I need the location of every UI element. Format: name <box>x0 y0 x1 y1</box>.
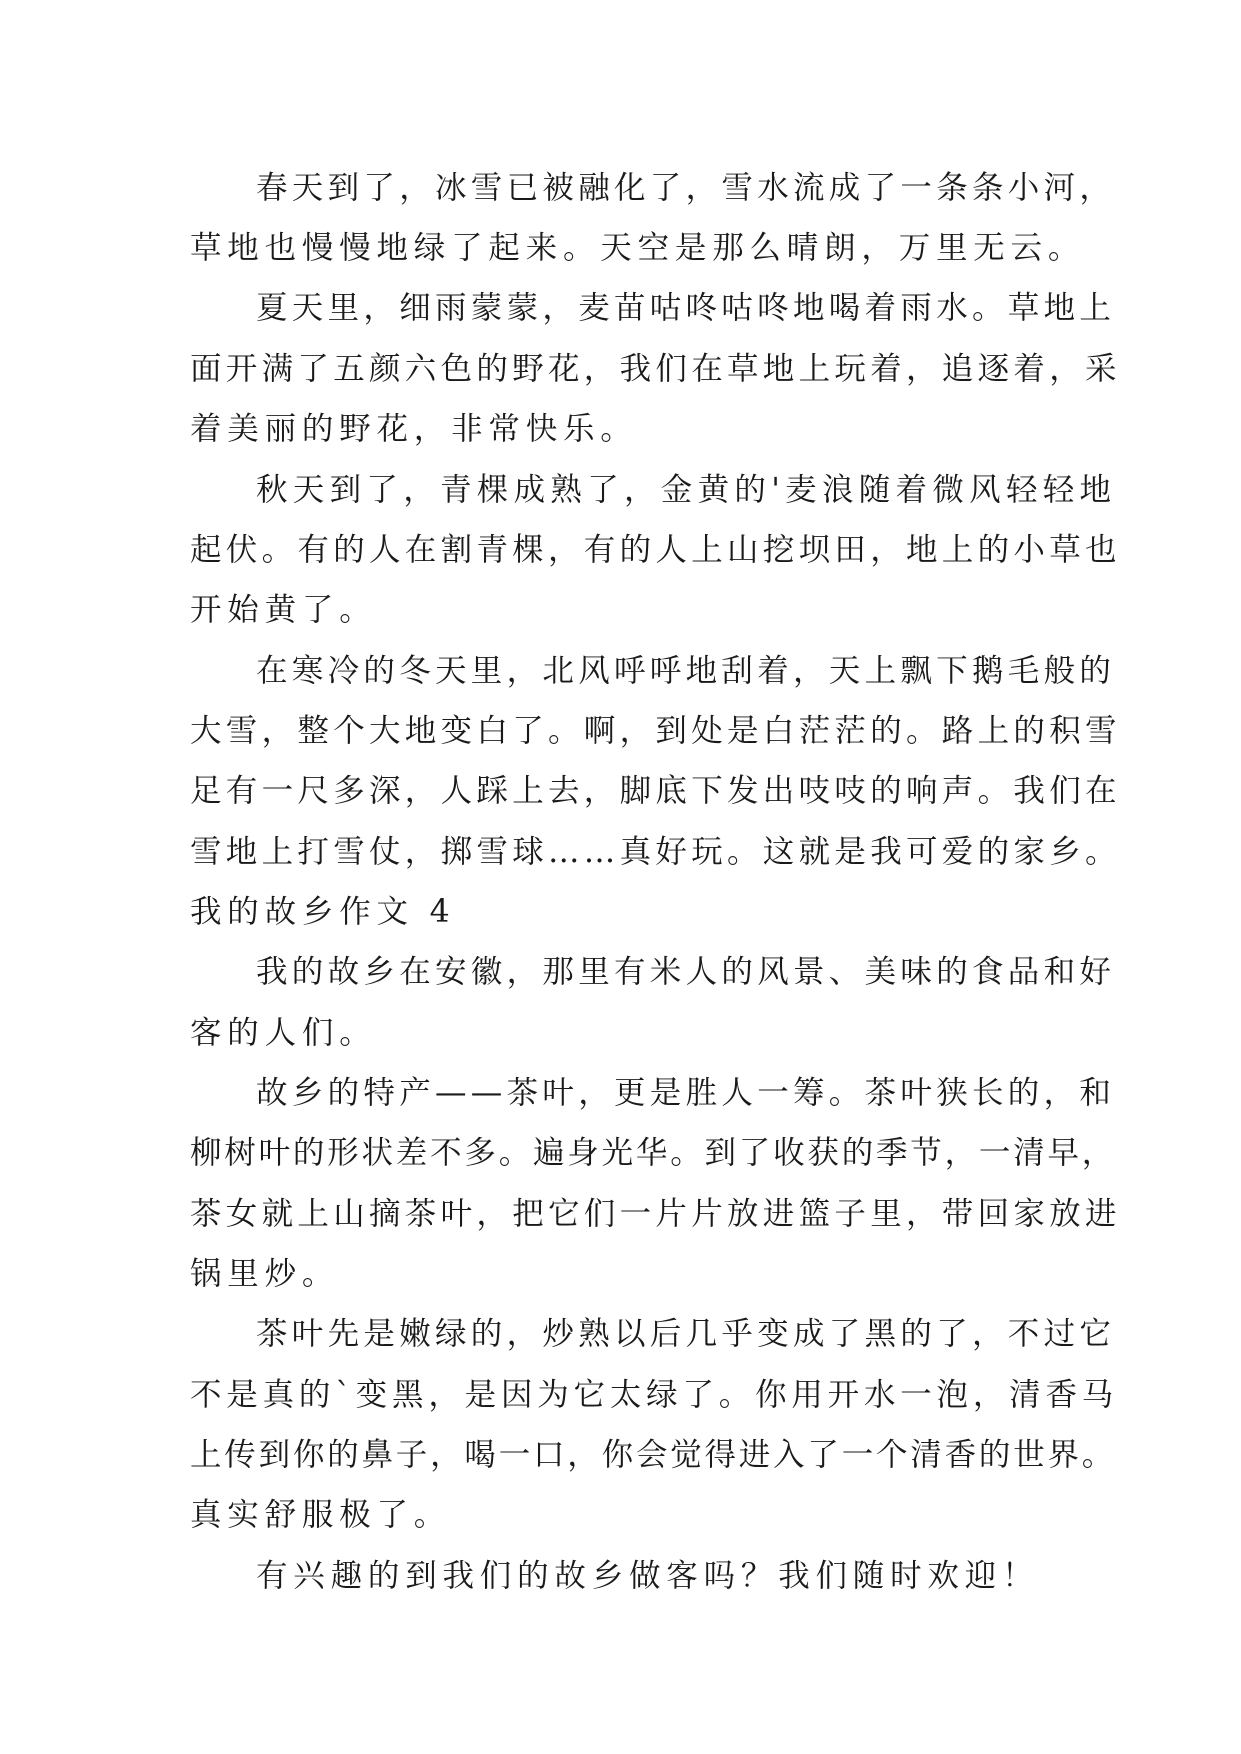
text-line: 我的故乡在安徽，那里有米人的风景、美味的食品和好 <box>256 954 1116 990</box>
text-line: 雪地上打雪仗，掷雪球……真好玩。这就是我可爱的家乡。 <box>190 834 1121 870</box>
section-heading: 我的故乡作文 4 <box>190 894 456 930</box>
text-line: 足有一尺多深，人踩上去，脚底下发出吱吱的响声。我们在 <box>190 773 1121 809</box>
text-line: 茶女就上山摘茶叶，把它们一片片放进篮子里，带回家放进 <box>190 1196 1121 1232</box>
text-line: 故乡的特产——茶叶，更是胜人一筹。茶叶狭长的，和 <box>256 1075 1116 1111</box>
text-line: 真实舒服极了。 <box>190 1497 452 1533</box>
text-line: 有兴趣的到我们的故乡做客吗？我们随时欢迎！ <box>256 1558 1040 1594</box>
text-line: 起伏。有的人在割青棵，有的人上山挖坝田，地上的小草也 <box>190 532 1121 568</box>
text-line: 大雪，整个大地变白了。啊，到处是白茫茫的。路上的积雪 <box>190 713 1121 749</box>
text-line: 客的人们。 <box>190 1015 377 1051</box>
text-line: 夏天里，细雨蒙蒙，麦苗咕咚咕咚地喝着雨水。草地上 <box>256 290 1116 326</box>
text-line: 柳树叶的形状差不多。遍身光华。到了收获的季节，一清早， <box>190 1135 1117 1171</box>
text-line: 上传到你的鼻子，喝一口，你会觉得进入了一个清香的世界。 <box>190 1437 1117 1473</box>
text-line: 锅里炒。 <box>190 1256 340 1292</box>
text-line: 面开满了五颜六色的野花，我们在草地上玩着，追逐着，采 <box>190 351 1121 387</box>
text-line: 春天到了，冰雪已被融化了，雪水流成了一条条小河， <box>256 170 1116 206</box>
text-line: 着美丽的野花，非常快乐。 <box>190 411 638 447</box>
text-line: 不是真的`变黑，是因为它太绿了。你用开水一泡，清香马 <box>190 1377 1119 1413</box>
text-line: 开始黄了。 <box>190 592 377 628</box>
text-line: 秋天到了，青棵成熟了，金黄的'麦浪随着微风轻轻地 <box>256 472 1117 508</box>
text-line: 在寒冷的冬天里，北风呼呼地刮着，天上飘下鹅毛般的 <box>256 653 1116 689</box>
text-line: 茶叶先是嫩绿的，炒熟以后几乎变成了黑的了，不过它 <box>256 1316 1116 1352</box>
text-line: 草地也慢慢地绿了起来。天空是那么晴朗，万里无云。 <box>190 230 1086 266</box>
